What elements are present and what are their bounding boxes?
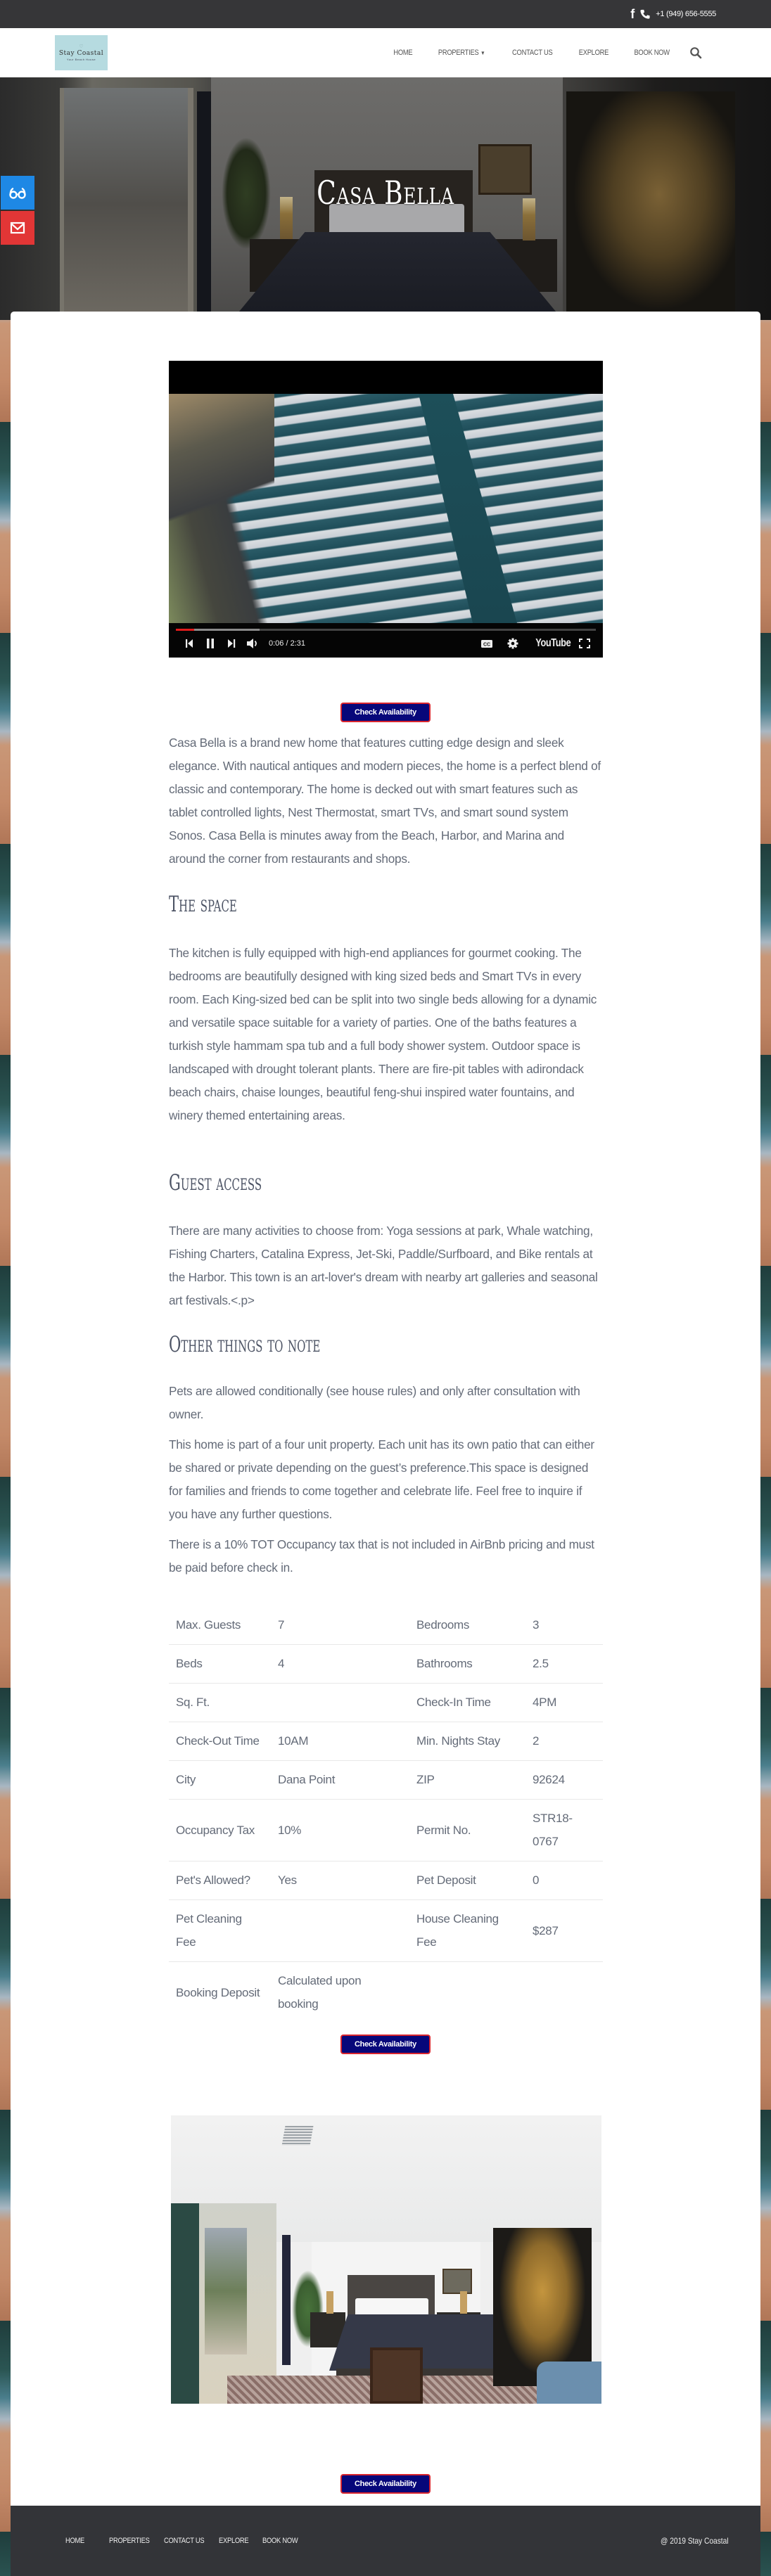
detail-value: STR18-0767	[525, 1800, 603, 1861]
section-paragraph: There are many activities to choose from: Yoga sessions at park, Whale watching, Fishing Charters, Catalina Express, Jet-Ski, Paddle/Surfboard, and Bike rentals at the Harbor. This town is an art-lover's dream with nearby art galleries and seasonal art festivals.<.p>	[169, 1224, 598, 1307]
section-paragraph: The kitchen is fully equipped with high-end appliances for gourmet cooking. The bedrooms are beautifully designed with king sized beds and Smart TVs in every room. Each King-sized bed can be split into two single beds allowing for a dynamic and versatile space suitable for a variety of parties. One of the baths features a turkish style hammam spa tub and a full body shower system. Outdoor space is landscaped with drought tolerant plants. There are fire-pit tables with adirondack beach chairs, chaise lounges, beautiful feng-shui inspired water fountains, and winery themed entertaining areas.	[169, 946, 597, 1122]
detail-value: 10AM	[271, 1722, 409, 1761]
intro-text	[169, 731, 603, 878]
table-row	[169, 1722, 603, 1761]
table-row	[169, 1962, 603, 2024]
section-heading-the-space: The space	[169, 892, 237, 917]
nav-item-properties-label: PROPERTIES	[438, 49, 479, 57]
youtube-logo[interactable]: YouTube	[535, 637, 571, 649]
check-availability-button[interactable]: Check Availability	[340, 2474, 431, 2494]
property-photo	[171, 2115, 601, 2404]
footer-menu	[65, 2506, 306, 2576]
detail-label: Min. Nights Stay	[409, 1722, 525, 1761]
accessibility-button[interactable]	[1, 176, 34, 210]
detail-value: 4	[271, 1645, 409, 1684]
volume-icon[interactable]	[246, 636, 259, 651]
previous-icon[interactable]	[184, 636, 194, 651]
detail-value: Yes	[271, 1861, 409, 1900]
section-the-space	[169, 942, 603, 1134]
detail-value	[271, 1900, 409, 1962]
detail-value: 0	[525, 1861, 603, 1900]
detail-label: Permit No.	[409, 1800, 525, 1861]
photo-chair	[537, 2362, 601, 2404]
photo-art	[442, 2269, 472, 2294]
section-other-things	[169, 1380, 603, 1587]
table-row	[169, 1861, 603, 1900]
detail-label: Occupancy Tax	[169, 1800, 271, 1861]
nav-item-properties[interactable]	[430, 49, 493, 57]
footer-item-properties[interactable]: PROPERTIES	[109, 2537, 150, 2545]
check-availability-button[interactable]: Check Availability	[340, 703, 431, 722]
detail-label: Bathrooms	[409, 1645, 525, 1684]
detail-label: Beds	[169, 1645, 271, 1684]
settings-icon[interactable]	[506, 636, 519, 651]
intro-paragraph: Casa Bella is a brand new home that features cutting edge design and sleek elegance. With nautical antiques and modern pieces, the home is a perfect blend of classic and contemporary. The home is decked out with smart features such as tablet controlled lights, Nest Thermostat, smart TVs, and smart sound system Sonos. Casa Bella is minutes away from the Beach, Harbor, and Marina and around the corner from restaurants and shops.	[169, 736, 601, 866]
detail-label: Pet Deposit	[409, 1861, 525, 1900]
detail-label: Bedrooms	[409, 1606, 525, 1645]
nav-item-home[interactable]: HOME	[393, 49, 413, 57]
table-row	[169, 1645, 603, 1684]
photo-vent	[282, 2126, 314, 2146]
detail-value: 4PM	[525, 1684, 603, 1722]
detail-label: Booking Deposit	[176, 1985, 260, 1999]
phone-number[interactable]: +1 (949) 656-5555	[656, 10, 716, 18]
section-heading-guest-access: Guest access	[169, 1170, 262, 1196]
pause-icon[interactable]	[205, 636, 215, 651]
contact-button[interactable]	[1, 211, 34, 245]
table-row	[169, 1606, 603, 1645]
table-row	[169, 1800, 603, 1861]
section-paragraph: Pets are allowed conditionally (see house rules) and only after consultation with owner.	[169, 1384, 580, 1421]
caret-down-icon: ▼	[480, 50, 485, 56]
video-player[interactable]	[169, 361, 603, 658]
copyright: @ 2019 Stay Coastal	[661, 2536, 729, 2546]
nav-item-explore[interactable]: EXPLORE	[578, 49, 608, 57]
section-paragraph: This home is part of a four unit property. Each unit has its own patio that can either be shared or private depending on the guest’s preference.This space is designed for families and friends to come together and celebrate life. Feel free to inquire if you have any further questions.	[169, 1437, 594, 1521]
photo-bench	[370, 2347, 423, 2404]
search-icon[interactable]	[689, 46, 702, 59]
site-logo[interactable]	[55, 35, 108, 70]
section-paragraph: There is a 10% TOT Occupancy tax that is not included in AirBnb pricing and must be paid before check in.	[169, 1537, 594, 1575]
property-details-table	[169, 1606, 603, 2023]
video-shore	[169, 394, 274, 563]
detail-label: House Cleaning Fee	[409, 1900, 525, 1962]
footer	[11, 2506, 760, 2576]
main-nav	[0, 28, 771, 77]
section-heading-other-things: Other things to note	[169, 1332, 321, 1357]
footer-item-book-now[interactable]: BOOK NOW	[262, 2537, 298, 2545]
detail-label: Sq. Ft.	[169, 1684, 271, 1722]
top-bar	[0, 0, 771, 28]
detail-label: Check-Out Time	[169, 1722, 271, 1761]
logo-mark-icon: ♡	[79, 44, 84, 49]
detail-value: 2	[525, 1722, 603, 1761]
detail-value: 92624	[525, 1761, 603, 1800]
nav-menu	[382, 28, 702, 77]
detail-value: 10%	[271, 1800, 409, 1861]
detail-value: 3	[525, 1606, 603, 1645]
video-progress-bar[interactable]	[176, 629, 596, 631]
detail-value: 7	[271, 1606, 409, 1645]
detail-value	[525, 1962, 603, 2024]
section-guest-access	[169, 1219, 603, 1319]
detail-label	[409, 1962, 525, 2024]
table-row	[169, 1900, 603, 1962]
footer-item-home[interactable]: HOME	[65, 2537, 85, 2545]
next-icon[interactable]	[227, 636, 236, 651]
fullscreen-icon[interactable]	[578, 636, 591, 651]
detail-value: $287	[525, 1900, 603, 1962]
detail-label: City	[169, 1761, 271, 1800]
footer-item-contact-us[interactable]: CONTACT US	[164, 2537, 205, 2545]
page-title: Casa Bella	[317, 173, 454, 212]
detail-value	[271, 1684, 409, 1722]
cc-icon[interactable]	[480, 636, 493, 651]
logo-title: Stay Coastal	[58, 49, 104, 57]
detail-value: 2.5	[525, 1645, 603, 1684]
svg-text:CC: CC	[483, 642, 491, 648]
photo-curtain	[282, 2235, 291, 2365]
photo-lamp-left	[326, 2291, 333, 2314]
glasses-icon	[8, 184, 27, 202]
detail-label: Check-In Time	[409, 1684, 525, 1722]
detail-value: Calculated upon booking	[278, 1974, 362, 2011]
table-row	[169, 1761, 603, 1800]
detail-value: Dana Point	[271, 1761, 409, 1800]
detail-label: Pet Cleaning Fee	[169, 1900, 271, 1962]
mail-icon	[8, 219, 27, 237]
facebook-icon[interactable]: f	[630, 6, 635, 21]
detail-label: Max. Guests	[169, 1606, 271, 1645]
footer-item-explore[interactable]: EXPLORE	[219, 2537, 249, 2545]
logo-subtitle: Your Beach House	[66, 57, 96, 61]
nav-item-contact-us[interactable]: CONTACT US	[512, 49, 553, 57]
table-row	[169, 1684, 603, 1722]
detail-label: Pet's Allowed?	[169, 1861, 271, 1900]
video-played-fill	[176, 629, 194, 631]
photo-outside	[205, 2228, 247, 2354]
video-controls	[169, 623, 603, 658]
phone-icon	[640, 8, 650, 20]
video-time: 0:06 / 2:31	[269, 639, 305, 648]
nav-item-book-now[interactable]: BOOK NOW	[634, 49, 670, 57]
detail-label: ZIP	[409, 1761, 525, 1800]
photo-lamp-right	[460, 2291, 467, 2314]
check-availability-button[interactable]: Check Availability	[340, 2034, 431, 2054]
